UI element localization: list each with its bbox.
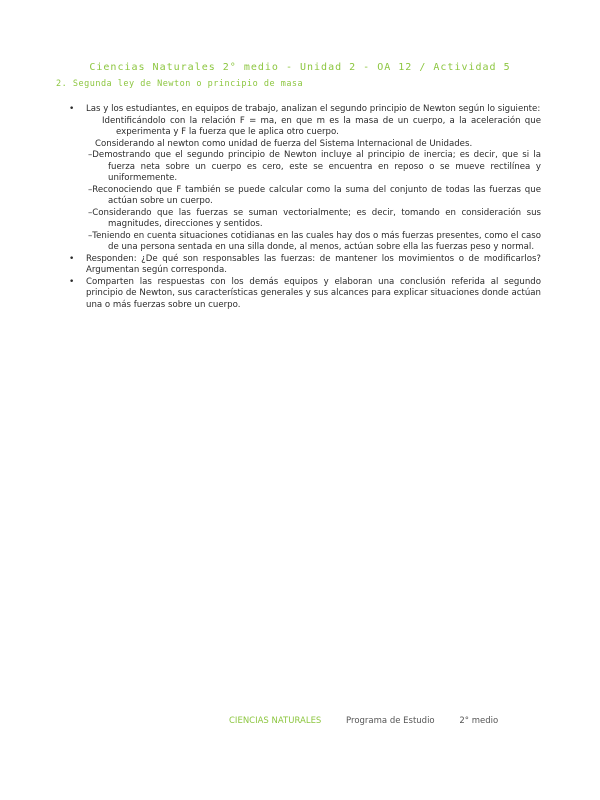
list-item bbox=[69, 253, 541, 277]
list-item bbox=[69, 104, 541, 116]
page-footer bbox=[229, 716, 498, 726]
bullet-text: Responden: ¿De qué son responsables las fuerzas: de mantener los movimientos o de modificarlos? Argumentan según corresponda. bbox=[86, 253, 541, 275]
sub-item: Considerando al newton como unidad de fuerza del Sistema Internacional de Unidades. bbox=[95, 138, 473, 149]
footer-program: Programa de Estudio bbox=[346, 716, 435, 726]
sub-item: –Considerando que las fuerzas se suman vectorialmente; es decir, tomando en consideración sus magnitudes, direcciones y sentidos. bbox=[88, 207, 541, 229]
sub-item: Identificándolo con la relación F = ma, en que m es la masa de un cuerpo, a la aceleración que experimenta y F la fuerza que le aplica otro cuerpo. bbox=[102, 115, 541, 137]
list-item bbox=[69, 276, 541, 312]
sub-item: –Reconociendo que F también se puede calcular como la suma del conjunto de todas las fuerzas que actúan sobre un cuerpo. bbox=[88, 184, 541, 206]
section-title: 2. Segunda ley de Newton o principio de masa bbox=[56, 79, 304, 89]
sub-item: –Demostrando que el segundo principio de Newton incluye al principio de inercia; es decir, que si la fuerza neta sobre un cuerpo es cero, este se encuentra en reposo o se mueve rectilínea y uniformemente. bbox=[88, 150, 541, 183]
bullet-text: Las y los estudiantes, en equipos de trabajo, analizan el segundo principio de Newton según lo siguiente: bbox=[86, 104, 541, 114]
bullet-icon: • bbox=[69, 104, 75, 114]
sub-item: –Teniendo en cuenta situaciones cotidianas en las cuales hay dos o más fuerzas presentes, como el caso de una persona sentada en una silla donde, al menos, actúan sobre ella las fuerzas peso y normal. bbox=[88, 230, 541, 252]
bullet-icon: • bbox=[69, 276, 75, 287]
footer-grade: 2° medio bbox=[459, 716, 499, 726]
bullet-icon: • bbox=[69, 253, 75, 264]
bullet-text: Comparten las respuestas con los demás equipos y elaboran una conclusión referida al segundo principio de Newton, sus características generales y sus alcances para explicar situaciones donde actúan una o más fuerzas sobre un cuerpo. bbox=[86, 276, 541, 310]
activity-content bbox=[69, 104, 541, 311]
footer-subject: CIENCIAS NATURALES bbox=[229, 716, 322, 726]
document-header: Ciencias Naturales 2° medio - Unidad 2 - OA 12 / Actividad 5 bbox=[89, 62, 511, 73]
